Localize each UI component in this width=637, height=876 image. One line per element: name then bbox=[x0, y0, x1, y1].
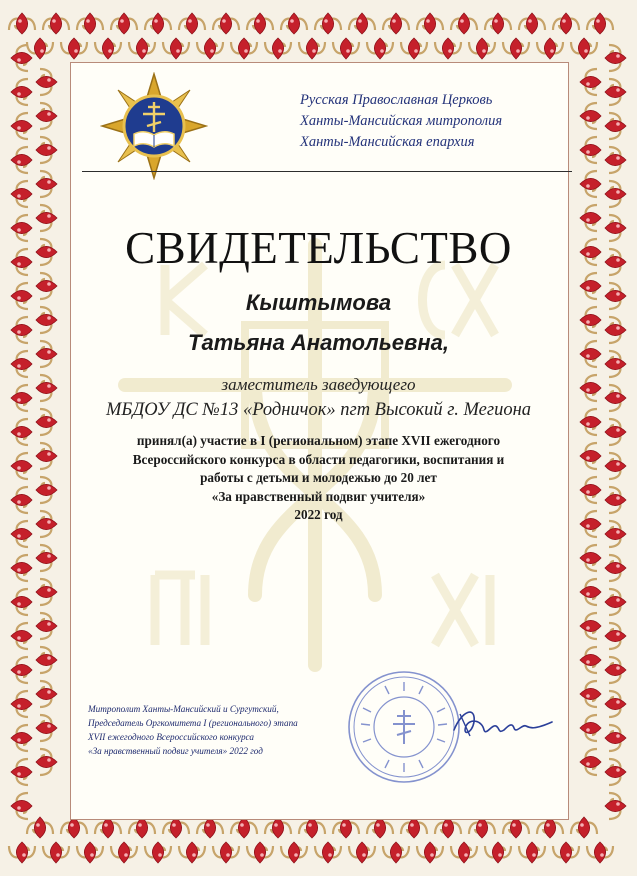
contest-name: «За нравственный подвиг учителя» bbox=[211, 488, 426, 504]
certificate-title: СВИДЕТЕЛЬСТВО bbox=[125, 223, 512, 273]
recipient-surname: Кыштымова bbox=[245, 290, 392, 315]
eparchy-name: Ханты-Мансийская епархия bbox=[300, 134, 475, 150]
statement-line: принял(а) участие в I (региональном) этапе XVII ежегодного bbox=[136, 433, 501, 448]
metropolis-name: Ханты-Мансийская митрополия bbox=[300, 113, 503, 129]
header-divider bbox=[82, 171, 572, 172]
handwritten-signature-icon bbox=[448, 700, 560, 750]
header-organization-block bbox=[300, 90, 570, 153]
recipient-institution: МБДОУ ДС №13 «Родничок» пгт Высокий г. Мегиона bbox=[105, 400, 532, 420]
statement-line: Всероссийского конкурса в области педагогики, воспитания и bbox=[132, 451, 505, 467]
orthodox-cross-book-emblem-icon bbox=[100, 72, 208, 180]
contest-year: 2022 год bbox=[294, 507, 343, 522]
signatory-role: «За нравственный подвиг учителя» 2022 год bbox=[88, 746, 263, 756]
signatory-role: XVII ежегодного Всероссийского конкурса bbox=[88, 732, 254, 742]
participation-statement bbox=[80, 432, 557, 525]
recipient-given-names: Татьяна Анатольевна, bbox=[188, 330, 449, 355]
recipient-position: заместитель заведующего bbox=[221, 375, 416, 394]
statement-line: работы с детьми и молодежью до 20 лет bbox=[200, 470, 437, 485]
signatory-title: Митрополит Ханты-Мансийский и Сургутский, bbox=[88, 704, 279, 714]
round-church-seal-icon bbox=[345, 668, 463, 786]
organization-name: Русская Православная Церковь bbox=[300, 92, 493, 108]
signatory-role: Председатель Оргкомитета I (регионального) этапа bbox=[88, 718, 298, 728]
